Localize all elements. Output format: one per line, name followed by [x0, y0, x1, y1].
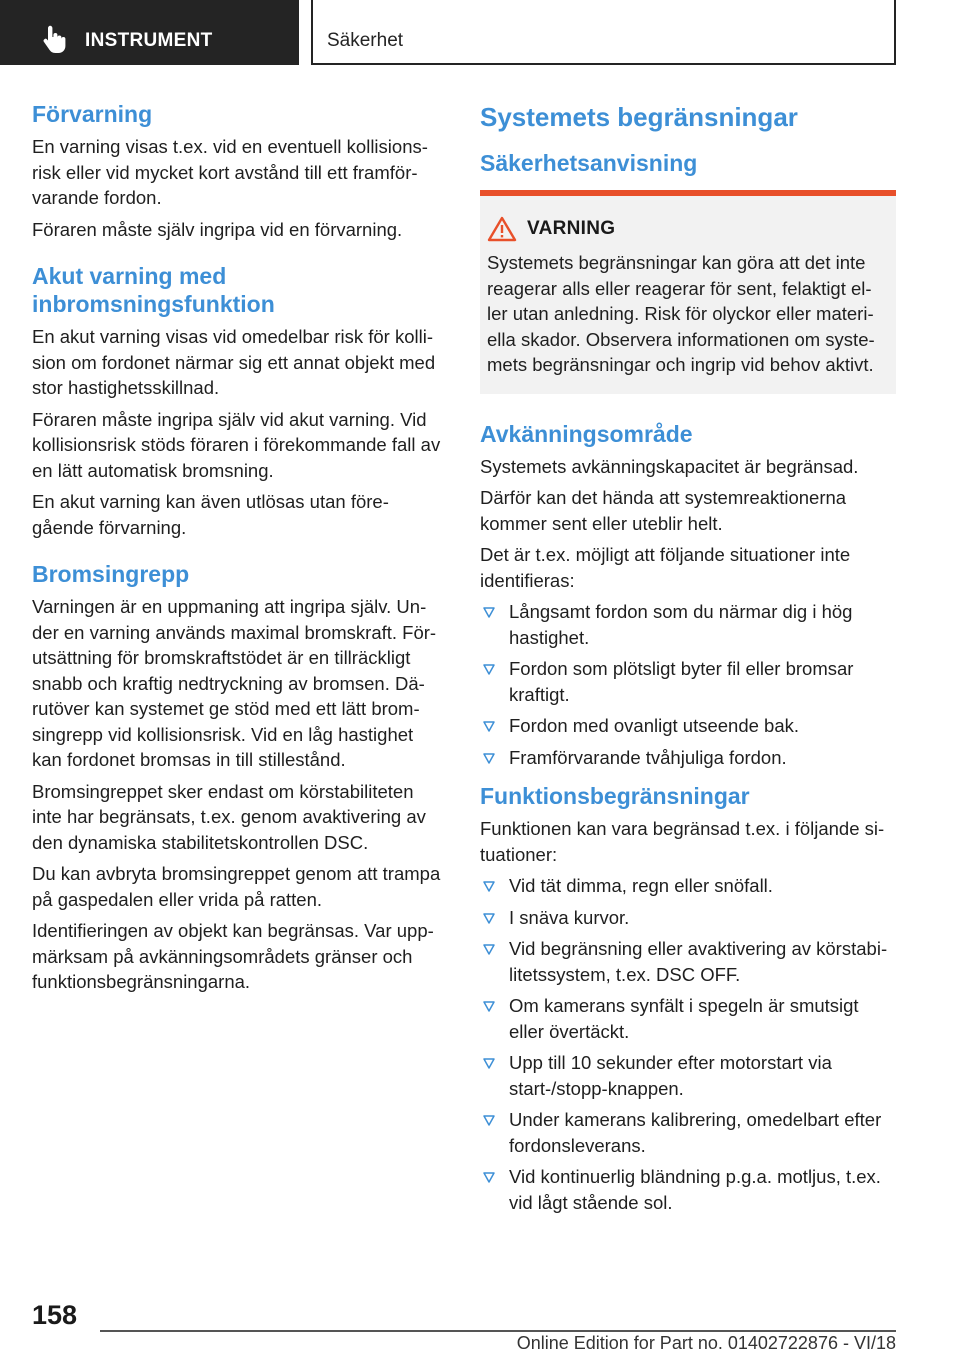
warning-triangle-icon: [487, 216, 517, 242]
paragraph: Föraren måste själv ingripa vid en förvarning.: [32, 218, 403, 240]
list-item: Fordon med ovanligt utseende bak.: [480, 713, 896, 739]
list-avkanning: [480, 599, 896, 770]
paragraph: Det är t.ex. möjligt att följande situationer inte identifieras:: [480, 544, 851, 591]
triangle-bullet-icon: [483, 1058, 495, 1069]
header-section-title: Säkerhet: [327, 30, 404, 51]
heading-funktionsbegransningar: Funktionsbegränsningar: [480, 783, 750, 809]
paragraph: En akut varning visas vid omedelbar risk för kollision om fordonet närmar sig ett annat objekt med stor hastighetsskillnad.: [32, 326, 436, 398]
list-item: Vid tät dimma, regn eller snöfall.: [480, 873, 896, 899]
paragraph: Funktionen kan vara begränsad t.ex. i följande situationer:: [480, 818, 885, 865]
footer-edition: Online Edition for Part no. 01402722876 - VI/18: [516, 1333, 896, 1353]
paragraph: Föraren måste ingripa själv vid akut varning. Vid kollisionsrisk stöds föraren i förekommande fall av en lätt automatisk bromsning.: [32, 408, 441, 481]
warning-header: [487, 216, 884, 242]
paragraph: Identifieringen av objekt kan begränsas. Var uppmärksam på avkänningsområdets gränser och funktionsbegränsningarna.: [32, 920, 434, 992]
triangle-bullet-icon: [483, 607, 495, 618]
triangle-bullet-icon: [483, 944, 495, 955]
page-number: 158: [32, 1300, 78, 1330]
heading-sakerhetsanvisning: Säkerhetsanvisning: [480, 150, 698, 176]
paragraph: Systemets avkänningskapacitet är begränsad.: [480, 455, 859, 477]
footer-divider: [100, 1330, 896, 1332]
triangle-bullet-icon: [483, 881, 495, 892]
paragraph: Du kan avbryta bromsingreppet genom att trampa på gaspedalen eller vrida på ratten.: [32, 863, 441, 910]
paragraph: En akut varning kan även utlösas utan föregående förvarning.: [32, 491, 389, 538]
warning-title: VARNING: [527, 218, 616, 239]
list-item: Långsamt fordon som du närmar dig i hög hastighet.: [480, 599, 896, 650]
heading-akut-varning: Akut varning med inbromsningsfunktion: [32, 263, 275, 317]
triangle-bullet-icon: [483, 1001, 495, 1012]
header-section-box: [311, 0, 896, 65]
warning-text: Systemets begränsningar kan göra att det inte reagerar alls eller reagerar för sent, felaktigt eller utan anledning. Risk för olyckor eller materiella skador. Observera informationen om systemets begränsningar och ingrip vid behov aktivt.: [487, 252, 875, 375]
list-item: Fordon som plötsligt byter fil eller bromsar kraftigt.: [480, 656, 896, 707]
header-tab: [0, 0, 299, 65]
triangle-bullet-icon: [483, 721, 495, 732]
list-item: Vid begränsning eller avaktivering av körstabilitetssystem, t.ex. DSC OFF.: [480, 936, 896, 987]
list-item: Om kamerans synfält i spegeln är smutsigt eller övertäckt.: [480, 993, 896, 1044]
list-item: Vid kontinuerlig bländning p.g.a. motljus, t.ex. vid lågt stående sol.: [480, 1164, 896, 1215]
triangle-bullet-icon: [483, 913, 495, 924]
right-column: [480, 100, 896, 1227]
heading-avkanningsomrade: Avkänningsområde: [480, 420, 693, 447]
heading-forvarning: Förvarning: [32, 101, 153, 127]
paragraph: Bromsingreppet sker endast om körstabiliteten inte har begränsats, t.ex. genom avaktivering av den dynamiska stabilitetskontrollen DSC.: [32, 780, 426, 853]
list-funktion: [480, 873, 896, 1215]
triangle-bullet-icon: [483, 1115, 495, 1126]
left-column: [32, 100, 444, 1001]
triangle-bullet-icon: [483, 1172, 495, 1183]
heading-bromsingrepp: Bromsingrepp: [32, 561, 190, 587]
warning-box: [480, 190, 896, 394]
heading-systemets-begransningar: Systemets begränsningar: [480, 102, 798, 132]
list-item: Framförvarande tvåhjuliga fordon.: [480, 745, 896, 771]
paragraph: Därför kan det hända att systemreaktionerna kommer sent eller uteblir helt.: [480, 487, 847, 534]
list-item: Upp till 10 sekunder efter motorstart via start-/stopp-knappen.: [480, 1050, 896, 1101]
touch-hand-icon: [38, 24, 68, 54]
triangle-bullet-icon: [483, 753, 495, 764]
list-item: Under kamerans kalibrering, omedelbart efter fordonsleverans.: [480, 1107, 896, 1158]
list-item: I snäva kurvor.: [480, 905, 896, 931]
header-tab-label: INSTRUMENT: [85, 30, 213, 51]
paragraph: En varning visas t.ex. vid en eventuell kollisionsrisk eller vid mycket kort avstånd till ett framförvarande fordon.: [32, 136, 428, 208]
paragraph: Varningen är en uppmaning att ingripa själv. Under en varning används maximal bromskraft. Förutsättning för bromskraftstödet är en tillräckligt snabb och kraftig nedtryckning av bromsen. Därutöver kan systemet ge stöd med ett lätt bromsingrepp vid kollisionsrisk. Vid en låg hastighet kan fordonet bromsas in till stillestånd.: [32, 596, 437, 770]
triangle-bullet-icon: [483, 664, 495, 675]
